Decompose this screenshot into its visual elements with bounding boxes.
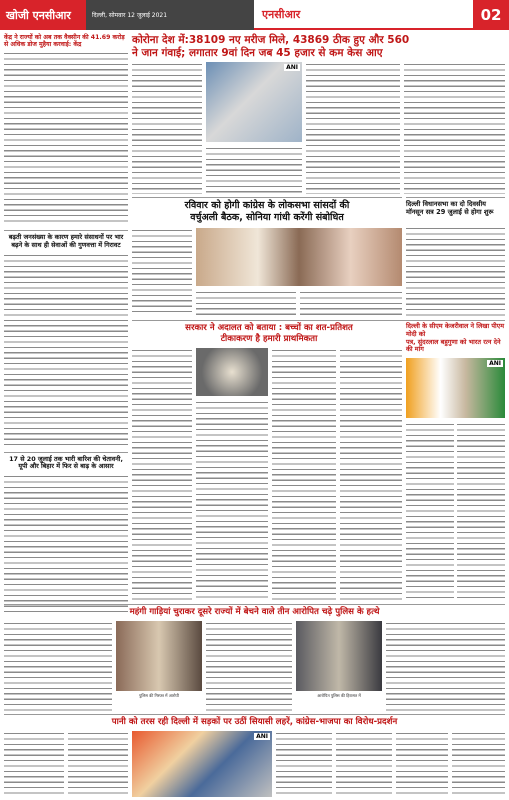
article-body <box>272 348 336 600</box>
photo-caption: आरोपित पुलिस की हिरासत में <box>317 693 361 698</box>
ani-tag: ANI <box>489 360 501 367</box>
article-body <box>406 226 505 316</box>
ani-tag: ANI <box>256 733 268 740</box>
newspaper-logo: खोजी एनसीआर <box>0 0 86 30</box>
covid-headline-line1: कोरोना देश में:38109 नए मरीज मिले, 43869 ठीक हुए और 560 <box>132 34 410 46</box>
article-body <box>196 290 296 316</box>
article-body <box>340 348 402 600</box>
vaccine-headline-line2: टीकाकरण है हमारी प्राथमिकता <box>220 334 318 344</box>
politicians-photo <box>196 228 402 286</box>
kejriwal-headline-line1: दिल्ली के सीएम केजरीवाल ने लिखा पीएम मोदी को <box>406 322 505 338</box>
monsoon-headline-block <box>406 200 505 216</box>
covid-headline-block <box>132 34 505 60</box>
left-column <box>4 34 128 600</box>
article-body <box>276 731 332 797</box>
article-body <box>196 400 268 600</box>
article-body <box>452 731 505 797</box>
article-body <box>386 621 505 711</box>
article-body <box>206 146 302 194</box>
arrested-accused-photo <box>116 621 202 691</box>
page-number: 02 <box>473 0 509 30</box>
article-body <box>457 422 505 600</box>
custody-photo <box>296 621 382 691</box>
water-headline: पानी को तरस रही दिल्ली में सड़कों पर उठीं सियासी लहरें, कांग्रेस-भाजपा का विरोध-प्रदर्शन <box>111 717 398 727</box>
covid-test-photo <box>206 62 302 142</box>
congress-headline-block <box>132 200 402 224</box>
monsoon-headline-line1: दिल्ली विधानसभा का दो दिवसीय <box>406 200 486 208</box>
article-body <box>396 731 448 797</box>
article-body <box>306 62 400 194</box>
protest-photo <box>132 731 272 797</box>
kejriwal-headline-block <box>406 323 505 354</box>
article-body <box>206 621 292 711</box>
section-title: एनसीआर <box>254 0 473 30</box>
monsoon-headline-line2: मॉनसून सत्र 29 जुलाई से होगा शुरू <box>406 208 494 217</box>
kejriwal-photo <box>406 358 505 418</box>
article-body <box>132 62 202 194</box>
article-body <box>132 228 192 316</box>
dateline: दिल्ली, सोमवार 12 जुलाई 2021 <box>86 0 254 30</box>
article-body <box>336 731 392 797</box>
congress-headline-line2: वर्चुअली बैठक, सोनिया गांधी करेंगी संबोधित <box>190 212 344 223</box>
article-body <box>406 422 454 600</box>
article-body <box>404 62 505 194</box>
cars-headline: महंगी गाड़ियां चुराकर दूसरे राज्यों में बेचने वाले तीन आरोपित चढ़े पुलिस के हत्थे <box>129 607 380 617</box>
ani-tag: ANI <box>286 64 298 71</box>
article-body <box>4 51 128 226</box>
vaccine-supply-headline: केंद्र ने राज्यों को अब तक वैक्सीन की 41.69 करोड़ से अधिक डोज मुहैया करवाई: केंद्र <box>4 34 125 49</box>
kejriwal-headline-line2: पत्र, सुंदरलाल बहुगुणा को भारत रत्न देने की मांग <box>406 337 501 354</box>
article-body <box>4 474 128 614</box>
article-body <box>300 290 402 316</box>
covid-headline-line2: ने जान गंवाई; लगातार 9वां दिन जब 45 हजार से कम केस आए <box>132 47 383 59</box>
article-body <box>132 348 192 600</box>
vaccine-photo <box>196 348 268 396</box>
congress-headline-line1: रविवार को होगी कांग्रेस के लोकसभा सांसदों की <box>184 200 350 211</box>
population-headline: बढ़ती जनसंख्या के कारण हमारे संसाधनों पर भार बढ़ने के साथ ही सेवाओं की गुणवत्ता में गिरावट <box>4 230 128 249</box>
article-body <box>4 621 112 711</box>
article-body <box>4 253 128 448</box>
masthead <box>0 0 509 30</box>
vaccine-headline-line1: सरकार ने अदालत को बताया : बच्चों का शत-प्रतिशत <box>185 323 353 333</box>
article-body <box>68 731 128 797</box>
rain-warning-headline: 17 से 20 जुलाई तक भारी बारिश की चेतावनी, यूपी और बिहार में फिर से बाढ़ के आसार <box>4 452 128 471</box>
vaccine-headline-block <box>132 323 406 345</box>
article-body <box>4 731 64 797</box>
photo-caption: पुलिस की गिरफ्त में आरोपी <box>139 693 179 698</box>
